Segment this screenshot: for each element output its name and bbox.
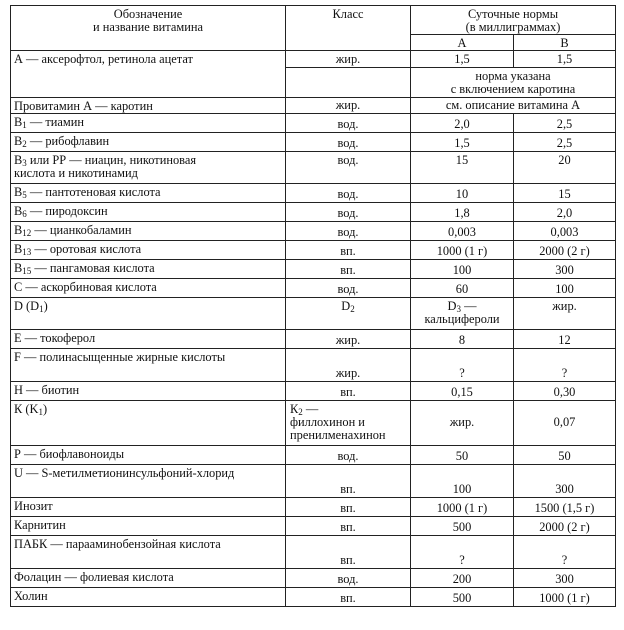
table-row bbox=[11, 536, 616, 569]
vitamin-norms-table bbox=[10, 5, 616, 607]
table-row bbox=[11, 184, 616, 203]
vitamin-name: Фолацин — фолиевая кислота bbox=[11, 569, 286, 588]
norm-a: 500 bbox=[411, 517, 514, 536]
header-col-b: В bbox=[514, 35, 616, 51]
norm-b: 1000 (1 г) bbox=[514, 588, 616, 607]
norm-a: 200 bbox=[411, 569, 514, 588]
table-row bbox=[11, 298, 616, 330]
table-row bbox=[11, 203, 616, 222]
vitamin-class: вп. bbox=[286, 465, 411, 498]
vitamin-class: $D_2$ bbox=[286, 298, 411, 330]
header-col-a: А bbox=[411, 35, 514, 51]
table-row bbox=[11, 382, 616, 401]
vitamin-class: вп. bbox=[286, 498, 411, 517]
table-row bbox=[11, 241, 616, 260]
table-row bbox=[11, 349, 616, 382]
norm-b: жир. bbox=[514, 298, 616, 330]
norm-a: 100 bbox=[411, 260, 514, 279]
vitamin-name: F — полинасыщенные жирные кислоты bbox=[11, 349, 286, 382]
vitamin-class: $К_2$ — филлохинон и пренилменахинон bbox=[286, 401, 411, 446]
vitamin-class: вод. bbox=[286, 114, 411, 133]
table-row bbox=[11, 401, 616, 446]
norm-b: 50 bbox=[514, 446, 616, 465]
norm-a: ? bbox=[411, 536, 514, 569]
vitamin-name: U — S-метилметионинсульфоний-хлорид bbox=[11, 465, 286, 498]
norm-note: норма указана с включением каротина bbox=[411, 68, 616, 98]
table-row bbox=[11, 51, 616, 68]
vitamin-class: вод. bbox=[286, 133, 411, 152]
vitamin-class: жир. bbox=[286, 330, 411, 349]
norm-b: 2,5 bbox=[514, 133, 616, 152]
norm-b: 0,30 bbox=[514, 382, 616, 401]
table-row bbox=[11, 465, 616, 498]
norm-b: 2,5 bbox=[514, 114, 616, 133]
norm-b: ? bbox=[514, 349, 616, 382]
vitamin-name: $В_1$ — тиамин bbox=[11, 114, 286, 133]
vitamin-class: жир. bbox=[286, 349, 411, 382]
table-row bbox=[11, 260, 616, 279]
vitamin-class: вп. bbox=[286, 241, 411, 260]
norm-a: 15 bbox=[411, 152, 514, 184]
table-row bbox=[11, 517, 616, 536]
vitamin-class: вод. bbox=[286, 279, 411, 298]
vitamin-name: Провитамин А — каротин bbox=[11, 98, 286, 114]
vitamin-class: вод. bbox=[286, 569, 411, 588]
table-row bbox=[11, 588, 616, 607]
header-vitamin-name: Обозначение и название витамина bbox=[11, 6, 286, 51]
vitamin-name: Карнитин bbox=[11, 517, 286, 536]
norm-b: 12 bbox=[514, 330, 616, 349]
vitamin-name: $В_5$ — пантотеновая кислота bbox=[11, 184, 286, 203]
vitamin-class: вод. bbox=[286, 222, 411, 241]
vitamin-name: $В_2$ — рибофлавин bbox=[11, 133, 286, 152]
norm-a: 60 bbox=[411, 279, 514, 298]
norm-a: 1,8 bbox=[411, 203, 514, 222]
table-row bbox=[11, 446, 616, 465]
table-row bbox=[11, 152, 616, 184]
vitamin-name: $В_3$ или РР — ниацин, никотиновая кислота и никотинамид bbox=[11, 152, 286, 184]
norm-a: 0,003 bbox=[411, 222, 514, 241]
norm-a: жир. bbox=[411, 401, 514, 446]
norm-a: 0,15 bbox=[411, 382, 514, 401]
norm-b: 2000 (2 г) bbox=[514, 241, 616, 260]
vitamin-class: вод. bbox=[286, 446, 411, 465]
norm-a: 500 bbox=[411, 588, 514, 607]
vitamin-class: вп. bbox=[286, 517, 411, 536]
vitamin-class: вод. bbox=[286, 184, 411, 203]
norm-b: 100 bbox=[514, 279, 616, 298]
header-class: Класс bbox=[286, 6, 411, 51]
table-row bbox=[11, 114, 616, 133]
table-row bbox=[11, 133, 616, 152]
norm-b: 1500 (1,5 г) bbox=[514, 498, 616, 517]
norm-ab-span: см. описание витамина А bbox=[411, 98, 616, 114]
vitamin-class: вп. bbox=[286, 536, 411, 569]
norm-a: 100 bbox=[411, 465, 514, 498]
vitamin-class: жир. bbox=[286, 51, 411, 68]
table-row bbox=[11, 98, 616, 114]
norm-b: 15 bbox=[514, 184, 616, 203]
vitamin-name: Холин bbox=[11, 588, 286, 607]
norm-a: $D_3$ — кальцифероли bbox=[411, 298, 514, 330]
table-row bbox=[11, 569, 616, 588]
vitamin-name: D $(D_1)$ bbox=[11, 298, 286, 330]
norm-b: 300 bbox=[514, 465, 616, 498]
vitamin-norms-page bbox=[10, 5, 615, 607]
vitamin-name: ПАБК — парааминобензойная кислота bbox=[11, 536, 286, 569]
header-daily-norms: Суточные нормы (в миллиграммах) bbox=[411, 6, 616, 35]
norm-a: 8 bbox=[411, 330, 514, 349]
vitamin-name: А — аксерофтол, ретинола ацетат bbox=[11, 51, 286, 98]
vitamin-class: вп. bbox=[286, 588, 411, 607]
norm-b: 300 bbox=[514, 260, 616, 279]
vitamin-name: Р — биофлавоноиды bbox=[11, 446, 286, 465]
norm-b: 2,0 bbox=[514, 203, 616, 222]
table-row bbox=[11, 279, 616, 298]
table-row bbox=[11, 498, 616, 517]
vitamin-name: К $(K_1)$ bbox=[11, 401, 286, 446]
vitamin-class: вп. bbox=[286, 382, 411, 401]
vitamin-class: вод. bbox=[286, 152, 411, 184]
vitamin-name: Инозит bbox=[11, 498, 286, 517]
table-row bbox=[11, 330, 616, 349]
vitamin-name: Е — токоферол bbox=[11, 330, 286, 349]
vitamin-class: вп. bbox=[286, 260, 411, 279]
vitamin-name: $В_{15}$ — пангамовая кислота bbox=[11, 260, 286, 279]
norm-b: 300 bbox=[514, 569, 616, 588]
vitamin-class: вод. bbox=[286, 203, 411, 222]
vitamin-name: С — аскорбиновая кислота bbox=[11, 279, 286, 298]
norm-a: 50 bbox=[411, 446, 514, 465]
header-row bbox=[11, 6, 616, 35]
norm-b: 1,5 bbox=[514, 51, 616, 68]
norm-b: 2000 (2 г) bbox=[514, 517, 616, 536]
norm-a: 1,5 bbox=[411, 51, 514, 68]
norm-a: 1000 (1 г) bbox=[411, 498, 514, 517]
norm-b: ? bbox=[514, 536, 616, 569]
norm-a: 2,0 bbox=[411, 114, 514, 133]
norm-a: 10 bbox=[411, 184, 514, 203]
norm-b: 0,003 bbox=[514, 222, 616, 241]
empty-cell bbox=[286, 68, 411, 98]
vitamin-class: жир. bbox=[286, 98, 411, 114]
vitamin-name: $В_6$ — пиродоксин bbox=[11, 203, 286, 222]
vitamin-name: $В_{13}$ — оротовая кислота bbox=[11, 241, 286, 260]
norm-a: 1,5 bbox=[411, 133, 514, 152]
table-row bbox=[11, 222, 616, 241]
vitamin-name: $В_{12}$ — цианкобаламин bbox=[11, 222, 286, 241]
norm-a: ? bbox=[411, 349, 514, 382]
norm-a: 1000 (1 г) bbox=[411, 241, 514, 260]
vitamin-name: Н — биотин bbox=[11, 382, 286, 401]
norm-b: 0,07 bbox=[514, 401, 616, 446]
norm-b: 20 bbox=[514, 152, 616, 184]
